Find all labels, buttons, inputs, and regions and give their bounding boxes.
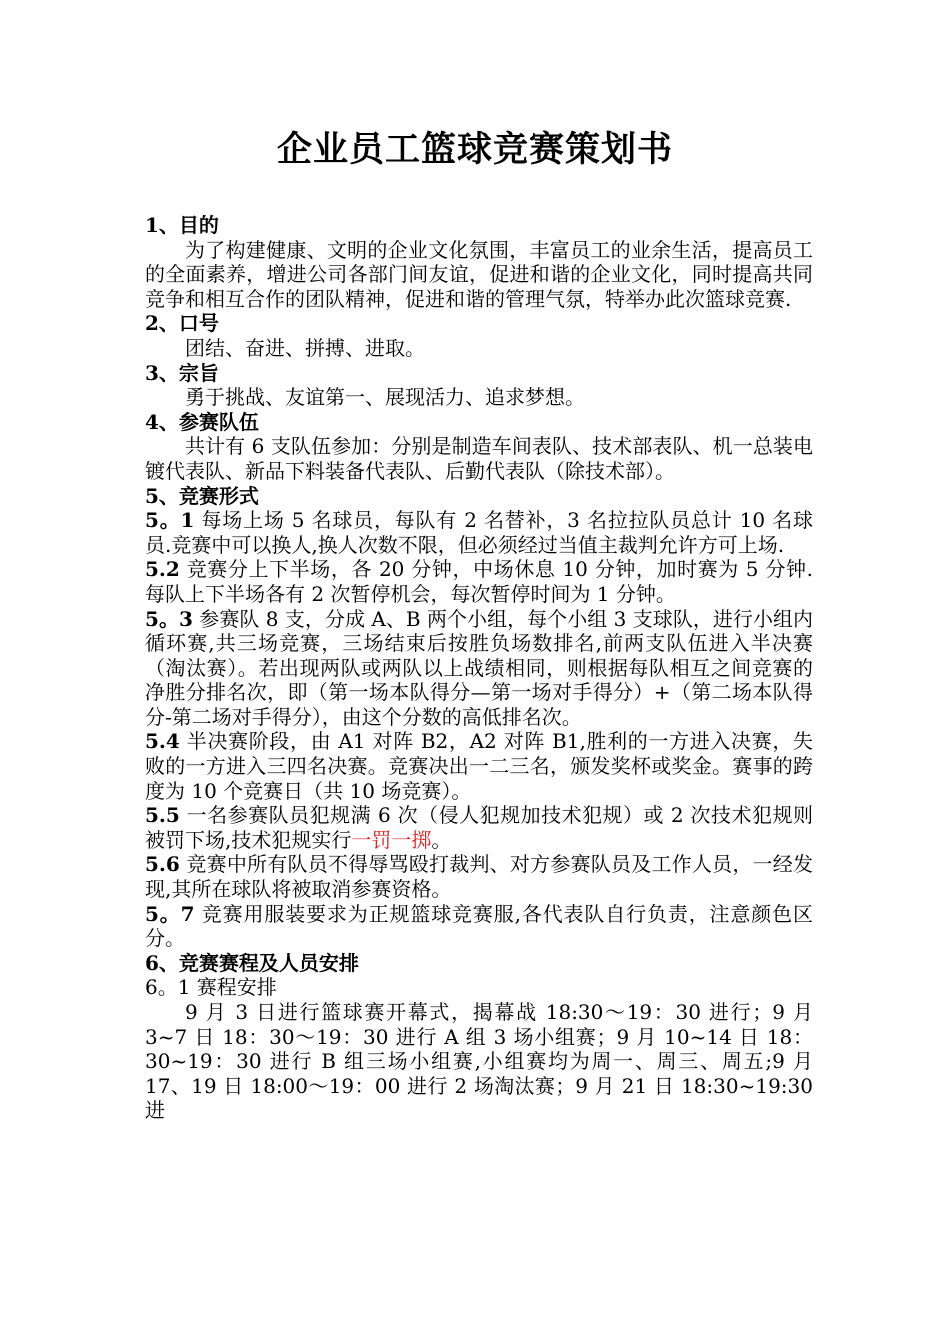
section-text-tenet: 勇于挑战、友谊第一、展现活力、追求梦想。: [185, 385, 585, 410]
item-number: 5.6: [145, 852, 180, 877]
format-item-5-7: [145, 902, 813, 951]
item-number: 5。3: [145, 606, 193, 631]
item-number: 5。1: [145, 508, 195, 533]
section-heading-tenet: 3、宗旨: [145, 360, 219, 385]
item-text: 竞赛用服装要求为正规篮球竞赛服,各代表队自行负责，注意颜色区分。: [145, 901, 813, 951]
item-text: 一名参赛队员犯规满 6 次（侵人犯规加技术犯规）或 2 次技术犯规则被罚下场,技术犯规实行: [145, 803, 813, 852]
item-tail: 。: [431, 827, 452, 852]
item-text: 每场上场 5 名球员，每队有 2 名替补，3 名拉拉队员总计 10 名球员.竞赛中可以换人,换人次数不限，但必须经过当值主裁判允许方可上场.: [145, 508, 813, 557]
section-text-purpose: 为了构建健康、文明的企业文化氛围，丰富员工的业余生活，提高员工的全面素养，增进公司各部门间友谊，促进和谐的企业文化，同时提高共同竞争和相互合作的团队精神，促进和谐的管理气氛，特举办此次篮球竞赛.: [145, 237, 813, 311]
format-item-5-5: [145, 803, 813, 852]
section-text-slogan: 团结、奋进、拼搏、进取。: [185, 335, 425, 360]
section-heading-purpose: 1、目的: [145, 213, 219, 237]
document-body: [145, 213, 813, 1123]
page-title: 企业员工篮球竞赛策划书: [276, 129, 673, 170]
section-text-schedule: 9 月 3 日进行篮球赛开幕式，揭幕战 18:30～19：30 进行；9 月 3~7 日 18：30～19：30 进行 A 组 3 场小组赛；9 月 10~14 日 18：30~19：30 进行 B 组三场小组赛,小组赛均为周一、周三、周五;9 月 17、19 日 18:00～19：00 进行 2 场淘汰赛；9 月 21 日 18:30~19:30 进: [145, 1000, 813, 1123]
highlighted-text: 一罚一掷: [351, 827, 432, 852]
item-number: 5.2: [145, 557, 180, 582]
format-item-5-4: [145, 729, 813, 803]
section-heading-format: 5、竞赛形式: [145, 483, 259, 508]
section-heading-slogan: 2、口号: [145, 311, 219, 336]
section-heading-teams: 4、参赛队伍: [145, 409, 259, 434]
section-text-teams: 共计有 6 支队伍参加：分别是制造车间表队、技术部表队、机一总装电镀代表队、新品下料装备代表队、后勤代表队（除技术部）。: [145, 434, 813, 483]
format-item-5-6: [145, 852, 813, 901]
format-item-5-2: [145, 557, 813, 606]
item-text: 半决赛阶段，由 A1 对阵 B2，A2 对阵 B1,胜利的一方进入决赛，失败的一方进入三四名决赛。竞赛决出一二三名，颁发奖杯或奖金。赛事的跨度为 10 个竞赛日（共 10 场竞赛）。: [145, 729, 813, 803]
item-number: 5.5: [145, 803, 180, 828]
item-number: 5。7: [145, 901, 195, 926]
subsection-heading-schedule: 6。1 赛程安排: [145, 975, 277, 1000]
item-text: 竞赛中所有队员不得辱骂殴打裁判、对方参赛队员及工作人员，一经发现,其所在球队将被取消参赛资格。: [145, 852, 813, 902]
item-text: 参赛队 8 支，分成 A、B 两个小组，每个小组 3 支球队，进行小组内循环赛,共三场竞赛，三场结束后按胜负场数排名,前两支队伍进入半决赛（淘汰赛）。若出现两队或两队以上战绩相同，则根据每队相互之间竞赛的净胜分排名次，即（第一场本队得分—第一场对手得分）+（第二场本队得分-第二场对手得分），由这个分数的高低排名次。: [145, 606, 813, 729]
section-heading-schedule: 6、竞赛赛程及人员安排: [145, 950, 359, 975]
item-number: 5.4: [145, 729, 180, 754]
format-item-5-1: [145, 508, 813, 557]
item-text: 竞赛分上下半场，各 20 分钟，中场休息 10 分钟，加时赛为 5 分钟.每队上下半场各有 2 次暂停机会，每次暂停时间为 1 分钟。: [145, 557, 813, 606]
format-item-5-3: [145, 607, 813, 730]
